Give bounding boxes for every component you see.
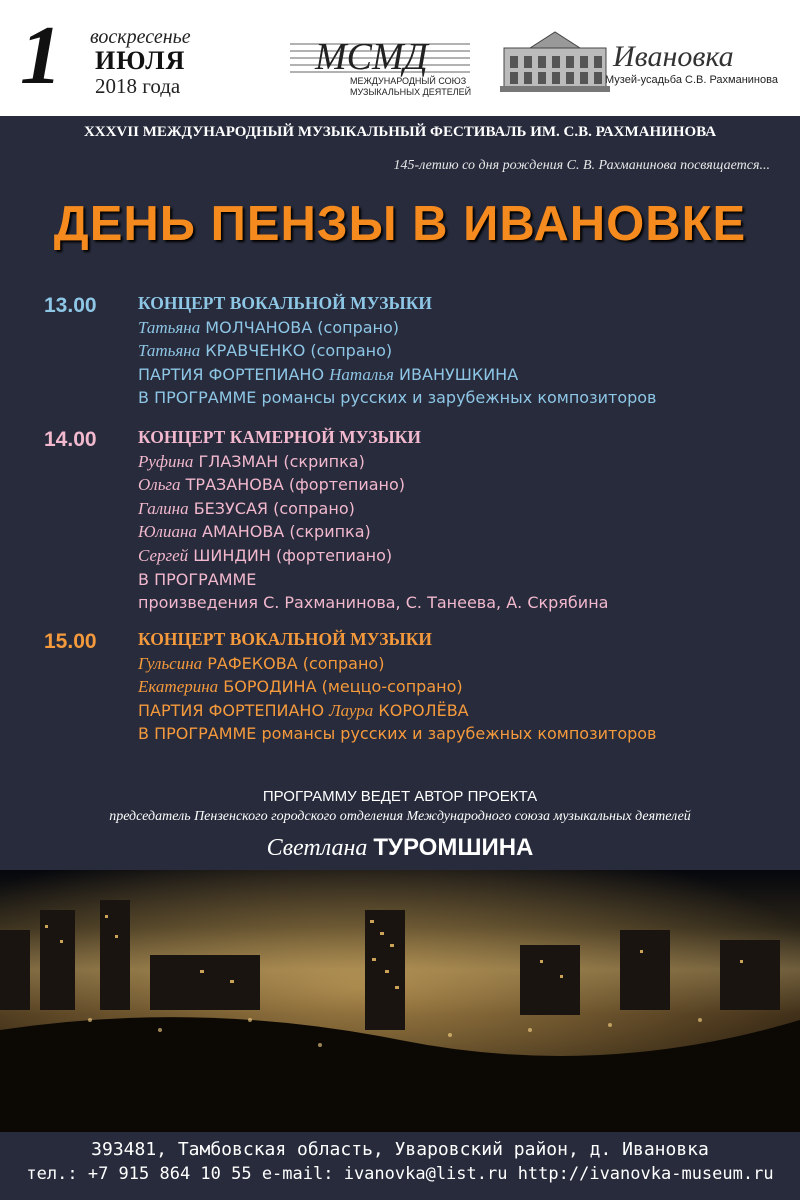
host-last-name: ТУРОМШИНА	[373, 834, 534, 861]
mmd-logo-letters: МСМД	[315, 36, 428, 78]
city-night-photo	[0, 870, 800, 1132]
main-title: ДЕНЬ ПЕНЗЫ В ИВАНОВКЕ	[53, 197, 747, 251]
performer-line: Гульсина РАФЕКОВА (сопрано)	[138, 653, 385, 673]
host-intro: ПРОГРАММУ ВЕДЕТ АВТОР ПРОЕКТА	[262, 788, 538, 805]
program-line: В ПРОГРАММЕ романсы русских и зарубежных композиторов	[138, 724, 657, 744]
performer-line: Татьяна КРАВЧЕНКО (сопрано)	[138, 341, 393, 361]
program-line: произведения С. Рахманинова, С. Танеева, А. Скрябина	[138, 593, 609, 613]
performer-line: Руфина ГЛАЗМАН (скрипка)	[138, 451, 365, 471]
date-year: 2018 года	[95, 74, 181, 98]
museum-subtitle: Музей-усадьба С.В. Рахманинова	[605, 74, 778, 86]
date-weekday: воскресенье	[90, 26, 191, 48]
festival-title: XXXVII МЕЖДУНАРОДНЫЙ МУЗЫКАЛЬНЫЙ ФЕСТИВАЛЬ ИМ. С.В. РАХМАНИНОВА	[83, 124, 717, 140]
header-bar	[0, 0, 800, 116]
host-name	[0, 834, 800, 862]
performer-line: Татьяна МОЛЧАНОВА (сопрано)	[138, 317, 400, 337]
date-day-number: 1	[20, 9, 62, 102]
performer-line: Юлиана АМАНОВА (скрипка)	[138, 522, 371, 542]
block-time: 15.00	[44, 630, 97, 653]
mmd-caption-line2: МУЗЫКАЛЬНЫХ ДЕЯТЕЛЕЙ	[350, 87, 472, 97]
mmd-caption	[350, 76, 471, 98]
performer-line: Ольга ТРАЗАНОВА (фортепиано)	[138, 475, 406, 495]
host-first-name: Светлана	[266, 835, 368, 861]
performer-line: Сергей ШИНДИН (фортепиано)	[138, 545, 393, 565]
block-heading: КОНЦЕРТ КАМЕРНОЙ МУЗЫКИ	[138, 427, 421, 447]
performer-line: Галина БЕЗУСАЯ (сопрано)	[138, 498, 355, 518]
museum-name: Ивановка	[613, 40, 734, 73]
block-time: 14.00	[44, 428, 97, 451]
date-month: ИЮЛЯ	[95, 46, 186, 75]
mmd-caption-line1: МЕЖДУНАРОДНЫЙ СОЮЗ	[350, 76, 467, 86]
piano-line: ПАРТИЯ ФОРТЕПИАНО Лаура КОРОЛЁВА	[138, 700, 469, 720]
program-label: В ПРОГРАММЕ	[138, 569, 257, 589]
piano-line: ПАРТИЯ ФОРТЕПИАНО Наталья ИВАНУШКИНА	[138, 364, 519, 384]
block-heading: КОНЦЕРТ ВОКАЛЬНОЙ МУЗЫКИ	[138, 293, 432, 313]
footer-address: 393481, Тамбовская область, Уваровский район, д. Ивановка	[91, 1139, 709, 1160]
dedication: 145-летию со дня рождения С. В. Рахманинова посвящается...	[393, 158, 770, 173]
performer-line: Екатерина БОРОДИНА (меццо-сопрано)	[138, 677, 463, 697]
footer-contacts: тел.: +7 915 864 10 55 e-mail: ivanovka@list.ru http://ivanovka-museum.ru	[26, 1164, 774, 1184]
host-position: председатель Пензенского городского отделения Международного союза музыкальных деятелей	[109, 809, 691, 824]
program-line: В ПРОГРАММЕ романсы русских и зарубежных композиторов	[138, 388, 657, 408]
museum-building-icon	[500, 26, 610, 96]
block-heading: КОНЦЕРТ ВОКАЛЬНОЙ МУЗЫКИ	[138, 629, 432, 649]
block-time: 13.00	[44, 294, 97, 317]
